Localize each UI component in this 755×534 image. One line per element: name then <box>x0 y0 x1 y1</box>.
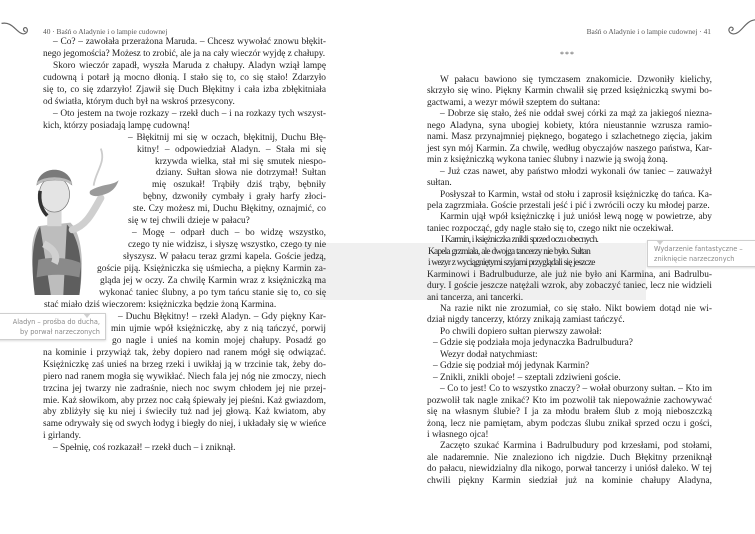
note-pointer-icon <box>656 240 664 245</box>
text-line: Księżniczkę zaś unieś na brzeg rzeki i uwikłaj ją w trzcinie tak, żeby do- <box>43 359 326 370</box>
text-line: do pałacu, niewidzialny dla nikogo, porwał tancerzy i uniósł daleko. W tej <box>427 464 712 475</box>
side-note-left-line-1: Aladyn – prośba do ducha, <box>12 318 100 326</box>
text-line: dziany. Sułtan słowa nie dotrzymał! Sułtan <box>156 168 326 179</box>
text-line: gactwami, a wezyr mówił szeptem do sułtana: <box>427 97 601 108</box>
text-line: aby zbliżyły się ku niej i świeciły tuż nad jej głową. Każ kwiatom, aby <box>43 407 326 418</box>
text-line: skrzyło się wino. Piękny Karmin chwalił się przed księżniczką swymi bo- <box>427 86 712 97</box>
text-line: słyszysz. W pałacu teraz grzmi kapela. Goście jedzą, <box>123 252 326 263</box>
text-line: ani tancerza, ani tancerki. <box>427 292 524 303</box>
text-line: – Duchu Błękitny! – rzekł Aladyn. – Gdy piękny Kar- <box>118 311 326 322</box>
text-line: się na własnym ślubie? I ja za młodu brałem ślub z moją nieboszczką <box>427 407 712 418</box>
text-line: jest syn mój Karmin. Za chwilę, według obyczajów naszego państwa, Kar- <box>427 143 712 154</box>
text-line: pozwolił tak nagle znikać? Kto im pozwolił tak niepoważnie zachowywać <box>427 395 712 406</box>
side-note-right-line-1: Wydarzenie fantastyczne – <box>654 245 743 253</box>
text-line: od światła, którym duch był na wskroś przesycony. <box>43 96 235 107</box>
text-line: i własnego ojca! <box>427 429 489 440</box>
text-line: trzcina jej twarzy nie zadraśnie, niech noc swym chłodem jej nie przej- <box>43 383 326 394</box>
text-line: I Karmin, i księżniczka znikli sprzed oczu obecnych. <box>441 235 599 246</box>
text-line: Karminowi i Badrulbudurze, ale już nie było ani Karmina, ani Badrulbu- <box>427 269 712 280</box>
text-line: mię oszukał! Trąbiły dziś trąby, bębniły <box>152 180 326 191</box>
text-line: kich, którzy posiadają lampę cudowną! <box>43 120 191 131</box>
text-line: – Dobrze się stało, żeś nie oddał swej córki za mąż za jakiegoś niezna- <box>440 109 712 120</box>
text-line: Posłyszał to Karmin, wstał od stołu i zaprosił księżniczkę do tańca. Ka- <box>440 189 712 200</box>
text-line: nego Aladyna, syna ubogiej kobiety, która nieustannie wzrusza ramio- <box>427 120 712 131</box>
text-line: goście piją. Księżniczka się uśmiecha, a piękny Karmin za- <box>97 264 326 275</box>
side-note-right <box>647 240 755 267</box>
text-line: – Spełnię, coś rozkazał! – rzekł duch – i zniknął. <box>53 443 236 454</box>
text-line: mie. Każ słowikom, aby przez noc całą śpiewały jej pieśni. Każ gwiazdom, <box>43 395 326 406</box>
text-line: ste. Czy możesz mi, Duchu Błękitny, oznajmić, co <box>133 204 326 215</box>
text-line: taniec rozpocząć, gdy nagle stało się to, czego nikt nie oczekiwał. <box>427 223 674 234</box>
text-line: stać miało dziś wieczorem: księżniczka będzie żoną Karmina. <box>44 299 277 310</box>
text-line: – Już czas nawet, aby państwo młodzi wykonali ów taniec – zauważył <box>440 166 712 177</box>
text-line: i girlandy. <box>43 431 81 442</box>
text-line: – Znikli, znikli oboje! – szeptali zdziwieni goście. <box>433 372 621 383</box>
text-line: czego ty nie widzisz, i słyszę wszystko, czego ty nie <box>128 240 326 251</box>
text-line: go nagle i unieś na komin mojej chałupy. Posadź go <box>112 335 326 346</box>
text-line: dury. I goście jeszcze natężali wzrok, aby zobaczyć taniec, lecz nie widzieli <box>427 281 712 292</box>
text-line: Karmin ujął wpół księżniczkę i już uniósł lewą nogę w powietrze, aby <box>440 212 712 223</box>
text-line: – Oto jestem na twoje rozkazy – rzekł duch – i na rozkazy tych wszyst- <box>53 108 326 119</box>
ornament-swirl-right-icon <box>716 16 755 40</box>
text-line: Zaczęto szukać Karmina i Badrulbudury pod krzesłami, pod stołami, <box>440 441 712 452</box>
text-line: – Gdzie się podziała moja jedynaczka Badrulbudura? <box>433 338 633 349</box>
side-note-left-line-2: by porwał narzeczonych <box>20 328 100 336</box>
right-page-header: Baśń o Aladynie i o lampie cudownej · 41 <box>586 27 711 36</box>
left-page-header: 40 · Baśń o Aladynie i o lampie cudownej <box>43 27 168 36</box>
text-line: ale nadaremnie. Nie znaleziono ich nigdzie. Duch Błękitny przeniknął <box>427 452 712 463</box>
text-line: pela zagrzmiała. Goście przestali jeść i pić i zwrócili oczy ku młodej parze. <box>427 200 710 211</box>
text-line: – Gdzie się podział mój jedynak Karmin? <box>433 361 590 372</box>
side-note-left <box>0 313 106 340</box>
text-line: min z księżniczką wykona taniec ślubny i nazwie ją swoją żoną. <box>427 155 668 166</box>
text-line: min ujmie wpół księżniczkę, aby z nią tańczyć, porwij <box>111 323 326 334</box>
text-line: Kapela grzmiała, ale dwojga tancerzy nie było. Sułtan <box>428 246 590 257</box>
text-line: – Błękitnij mi się w oczach, błękitnij, Duchu Błę- <box>128 132 326 143</box>
text-line: piero nad ranem mogła się wywikłać. Niech fala jej nóg nie zmoczy, niech <box>43 371 326 382</box>
text-line: – Co to jest! Co to wszystko znaczy? – wołał oburzony sułtan. – Kto im <box>440 384 712 395</box>
note-pointer-icon <box>83 313 91 318</box>
text-line: – Co? – zawołała przerażona Maruda. – Chcesz wywołać znowu błękit- <box>53 37 326 47</box>
text-line: żoną, lecz nie pamiętam, abym podczas ślubu znikał sprzed oczu i gości, <box>427 418 712 429</box>
text-line: same odrywały się od swych łodyg i biegły do niej, i układały się w wieńce <box>43 419 327 430</box>
text-line: – Mogę – odparł duch – bo widzę wszystko, <box>132 228 326 239</box>
text-line: nego jegomościa? Możesz to zrobić, ale ja na cały wieczór wyjdę z chałupy. <box>43 48 326 59</box>
text-line: Wezyr dodał natychmiast: <box>440 349 538 360</box>
text-line: się to, co się zdarzyło! Zjawił się Duch Błękitny i cała izba zbłękitniała <box>43 84 326 95</box>
text-line: Skoro wieczór zapadł, wyszła Maruda z chałupy. Aladyn wziął lampę <box>53 60 326 71</box>
text-line: i wezyr z wyciągniętymi szyjami przyglądali się jeszcze <box>428 258 595 269</box>
side-note-right-line-2: zniknięcie narzeczonych <box>654 255 735 263</box>
text-line: Na razie nikt nie zrozumiał, co się stało. Nikt bowiem dotąd nie wi- <box>440 304 712 314</box>
text-line: nami. Masz przynajmniej pięknego, bogatego i szlachetnego zięcia, jakim <box>427 132 712 143</box>
text-line: dział nigdy tancerzy, którzy znikają zamiast tańczyć. <box>427 315 625 326</box>
text-line: sułtan. <box>427 178 452 189</box>
text-line: chwili piękny Karmin siedział już na kominie chałupy Aladyna, <box>427 475 712 486</box>
section-separator: *** <box>560 50 575 59</box>
text-line: W pałacu bawiono się tymczasem znakomicie. Dzwoniły kielichy, <box>440 75 712 85</box>
text-line: kitny! – odpowiedział Aladyn. – Stała mi się <box>137 144 326 155</box>
text-line: wykonać taniec ślubny, a po tym tańcu stanie się to, co się <box>99 287 326 298</box>
text-line: krzywda wielka, stał mi się smutek niespo- <box>155 156 326 167</box>
ornament-swirl-left-icon <box>0 16 40 40</box>
text-line: się w tej chwili dzieje w pałacu? <box>128 216 250 227</box>
text-line: Po chwili dopiero sułtan pierwszy zawołał: <box>440 326 602 337</box>
text-line: gląda jej w oczy. Za chwilę Karmin wraz z księżniczką ma <box>100 276 326 286</box>
text-line: bębny, dzwoniły cymbały i grały harfy złoci- <box>143 192 326 203</box>
text-line: cudowną i potarł ją mocno dłonią. I stało się to, co się stało! Zdarzyło <box>43 72 326 83</box>
text-line: na kominie i przywiąż tak, żeby dopiero nad ranem mógł się odwiązać. <box>43 347 326 358</box>
